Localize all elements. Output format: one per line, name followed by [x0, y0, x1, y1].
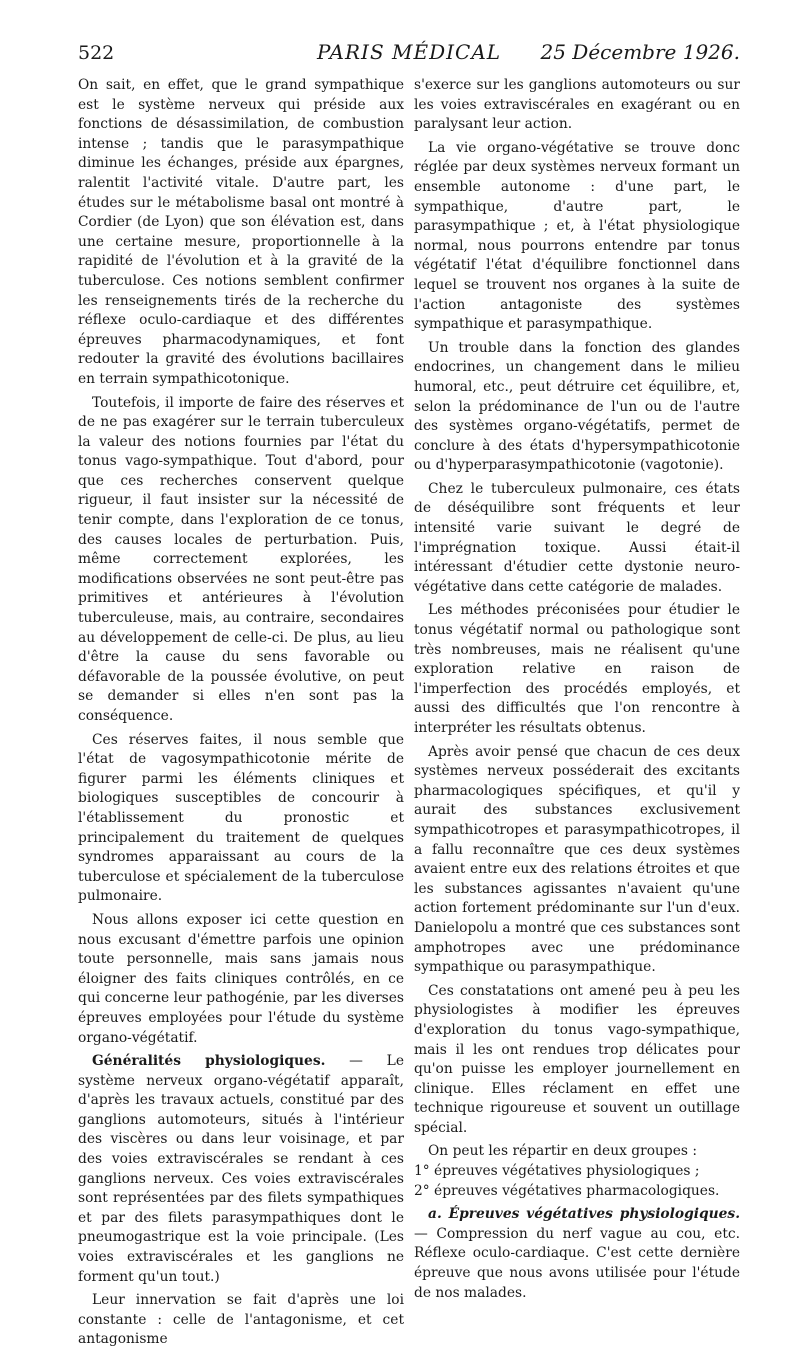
paragraph: s'exerce sur les ganglions automoteurs ou sur les voies extraviscérales en exagérant ou en paralysant leur action. — [414, 77, 740, 133]
paragraph: Un trouble dans la fonction des glandes endocrines, un changement dans le milieu humoral, etc., peut détruire cet équilibre, et, selon la prédominance de l'un ou de l'autre des systèmes organo-végétatifs, permet de conclure à des états d'hypersympathicotonie ou d'hyperparasympathicotonie (vagotonie). — [414, 339, 740, 474]
section-paragraph — [414, 1205, 740, 1303]
paragraph: Ces constatations ont amené peu à peu les physiologistes à modifier les épreuves d'exploration du tonus vago-sympathique, mais il les ont rendues trop délicates pour qu'on puisse les employer journellement en clinique. Elles réclament en effet une technique rigoureuse et souvent un outillage spécial. — [414, 982, 740, 1136]
page-header — [78, 40, 740, 70]
paragraph: Leur innervation se fait d'après une loi constante : celle de l'antagonisme, et cet antagonisme — [78, 1292, 404, 1348]
paragraph-text: — Le système nerveux organo-végétatif apparaît, d'après les travaux actuels, constitué par des ganglions automoteurs, situés à l'intérieur des viscères ou dans leur voisinage, et par des voies extraviscérales se rendant à ces ganglions nerveux. Ces voies extraviscérales sont représentées par des filets sympathiques et par des filets parasympathiques dont le pneumogastrique est la voie principale. (Les voies extraviscérales et les ganglions ne forment qu'un tout.) — [78, 1053, 404, 1285]
paragraph: La vie organo-végétative se trouve donc réglée par deux systèmes nerveux formant un ensemble autonome : d'une part, le sympathique, d'autre part, le parasympathique ; et, à l'état physiologique normal, nous pourrons entendre par tonus végétatif l'état d'équilibre fonctionnel dans lequel se trouvent nos organes à la suite de l'action antagoniste des systèmes sympathique et parasympathique. — [414, 139, 740, 333]
paragraph: On sait, en effet, que le grand sympathique est le système nerveux qui préside aux fonctions de désassimilation, de combustion intense ; tandis que le parasympathique diminue les échanges, préside aux épargnes, ralentit l'activité vitale. D'autre part, les études sur le métabolisme basal ont montré à Cordier (de Lyon) que son élévation est, dans une certaine mesure, proportionnelle à la rapidité de l'évolution et à la gravité de la tuberculose. Ces notions semblent confirmer les renseignements tirés de la recherche du réflexe oculo-cardiaque et des différentes épreuves pharmacodynamiques, et font redouter la gravité des évolutions bacillaires en terrain sympathicotonique. — [78, 77, 404, 387]
paragraph-text: — Compression du nerf vague au cou, etc. Réflexe oculo-cardiaque. C'est cette dernière épreuve que nous avons utilisée pour l'étude de nos malades. — [414, 1225, 740, 1301]
section-heading: a. Épreuves végétatives physiologiques. — [428, 1206, 740, 1223]
left-column — [78, 76, 404, 1354]
right-column — [414, 76, 740, 1307]
list-item: 2° épreuves végétatives pharmacologiques. — [414, 1182, 720, 1199]
paragraph: Toutefois, il importe de faire des réserves et de ne pas exagérer sur le terrain tuberculeux la valeur des notions fournies par l'état du tonus vago-sympathique. Tout d'abord, pour que ces recherches conservent quelque rigueur, il faut insister sur la nécessité de tenir compte, dans l'exploration de ce tonus, des causes locales de perturbation. Puis, même correctement explorées, les modifications observées ne sont peut-être pas primitives et antérieures à l'évolution tuberculeuse, mais, au contraire, secondaires au développement de celle-ci. De plus, au lieu d'être la cause du sens favorable ou défavorable de la poussée évolutive, on peut se demander si elles n'en sont pas la conséquence. — [78, 394, 404, 724]
list-item: 1° épreuves végétatives physiologiques ; — [414, 1163, 700, 1180]
section-paragraph — [78, 1052, 404, 1287]
paragraph: On peut les répartir en deux groupes : — [428, 1143, 698, 1160]
section-heading: Généralités physiologiques. — [92, 1053, 326, 1070]
page-number: 522 — [78, 42, 115, 64]
journal-title: PARIS MÉDICAL — [316, 40, 502, 64]
paragraph: Après avoir pensé que chacun de ces deux systèmes nerveux posséderait des excitants pharmacologiques spécifiques, et qu'il y aurait des substances exclusivement sympathicotropes et parasympathicotropes, il a fallu reconnaître que ces deux systèmes avaient entre eux des relations étroites et que les substances agissantes n'avaient qu'une action fortement prédominante sur l'un d'eux. Danielopolu a montré que ces substances sont amphotropes avec une prédominance sympathique ou parasympathique. — [414, 743, 740, 976]
paragraph: Ces réserves faites, il nous semble que l'état de vagosympathicotonie mérite de figurer parmi les éléments cliniques et biologiques susceptibles de concourir à l'établissement du pronostic et principalement du traitement de quelques syndromes apparaissant au cours de la tuberculose et spécialement de la tuberculose pulmonaire. — [78, 731, 404, 905]
issue-date: 25 Décembre 1926. — [540, 40, 740, 64]
paragraph: Nous allons exposer ici cette question en nous excusant d'émettre parfois une opinion toute personnelle, mais sans jamais nous éloigner des faits cliniques contrôlés, en ce qui concerne leur pathogénie, par les diverses épreuves employées pour l'étude du système organo-végétatif. — [78, 911, 404, 1046]
paragraph: Chez le tuberculeux pulmonaire, ces états de déséquilibre sont fréquents et leur intensité varie suivant le degré de l'imprégnation toxique. Aussi était-il intéressant d'étudier cette dystonie neuro-végétative dans cette catégorie de malades. — [414, 480, 740, 595]
paragraph: Les méthodes préconisées pour étudier le tonus végétatif normal ou pathologique sont très nombreuses, mais ne réalisent qu'une exploration relative en raison de l'imperfection des procédés employés, et aussi des difficultés que l'on rencontre à interpréter les résultats obtenus. — [414, 602, 740, 736]
